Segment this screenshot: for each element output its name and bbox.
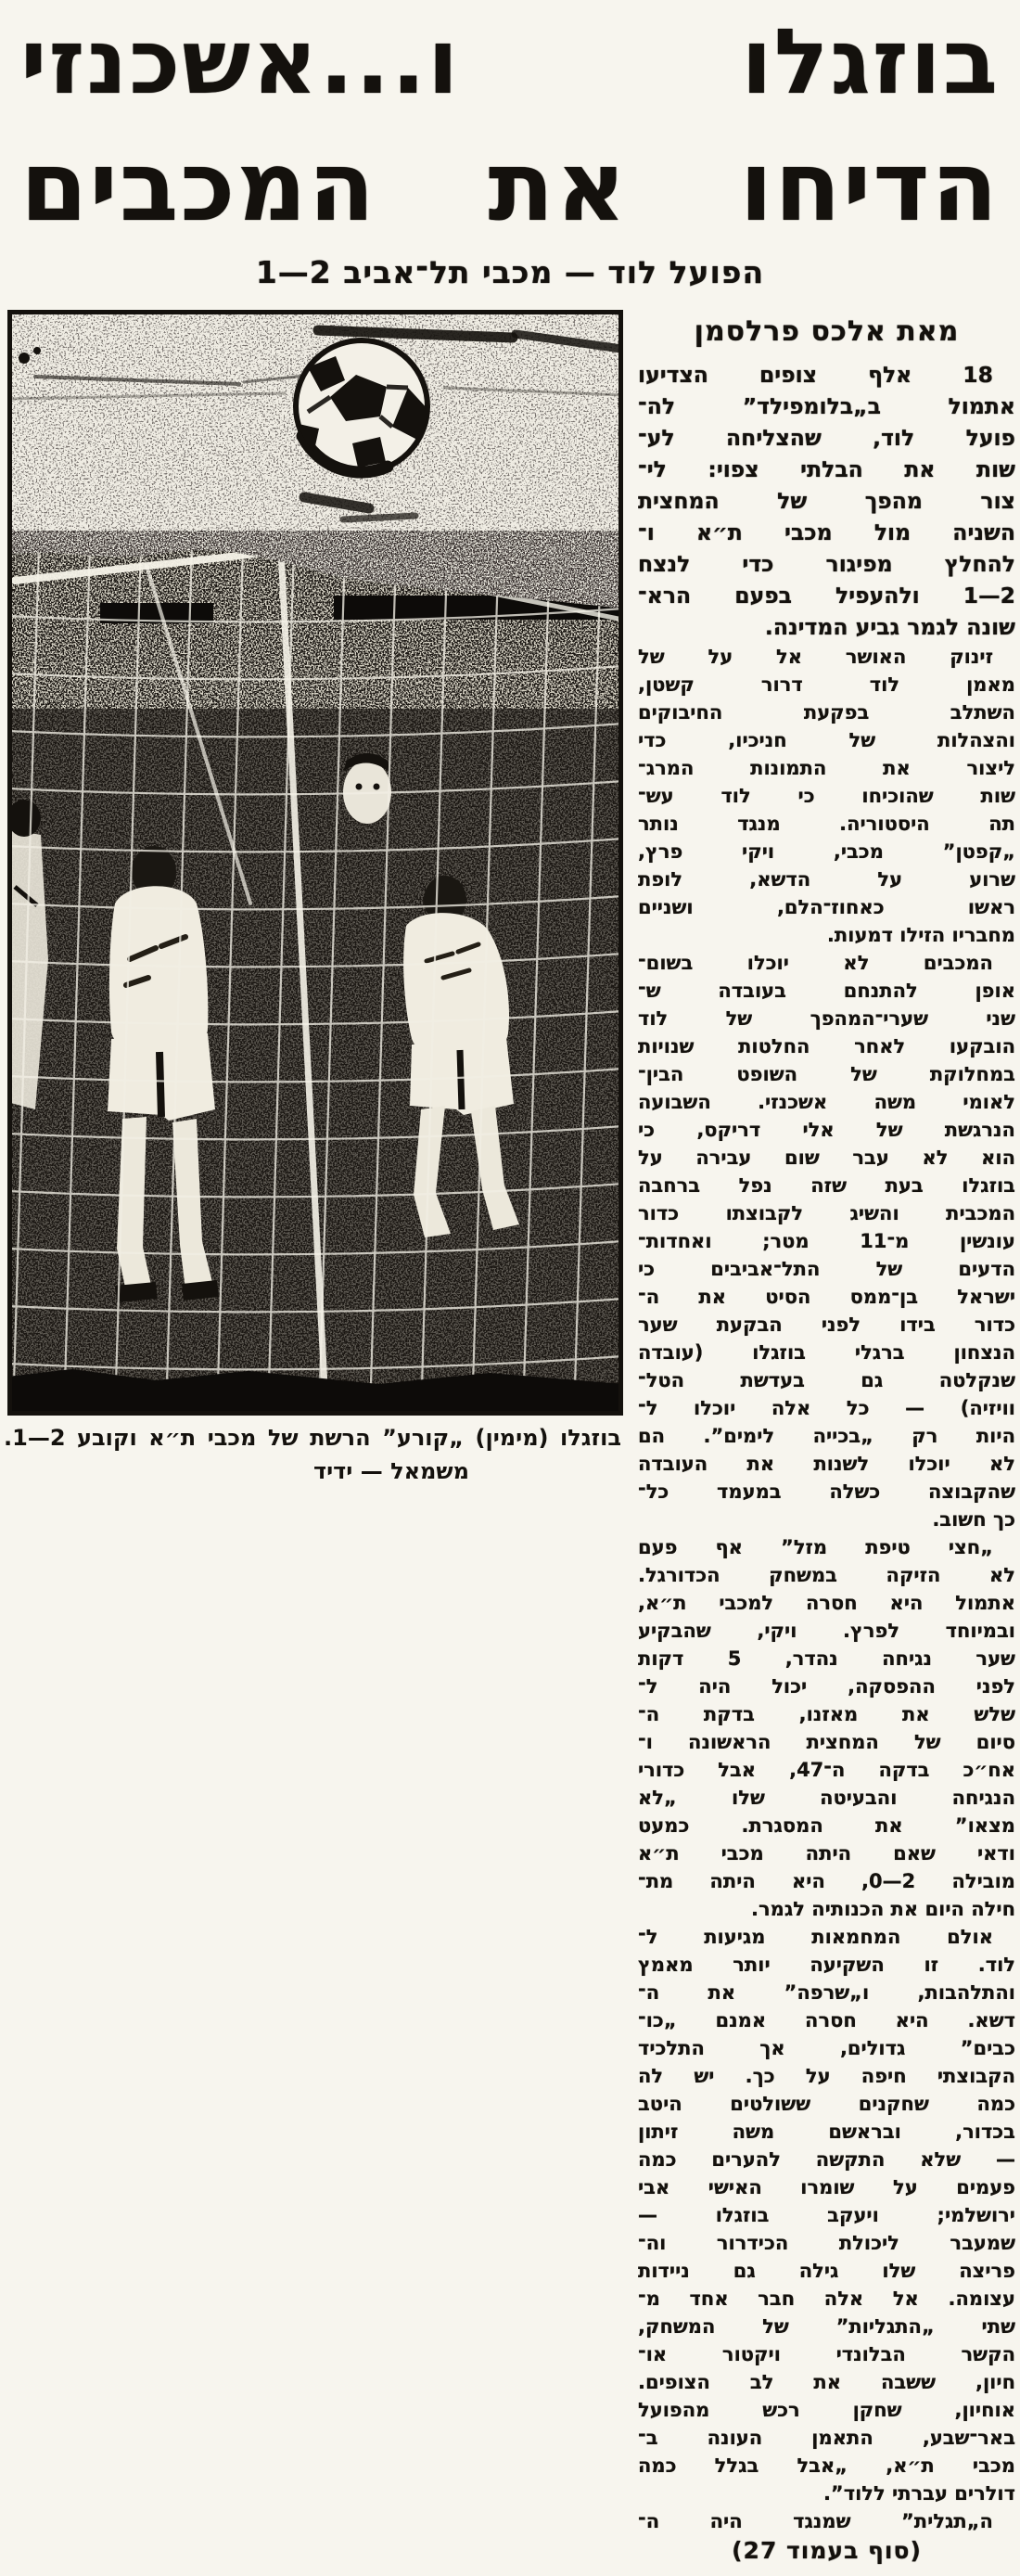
- article-line: השתלב בפקעת החיבוקים: [638, 701, 1015, 724]
- continuation-note: (סוף בעמוד 27): [732, 2537, 922, 2564]
- article-line: המכבית והשיג לקבוצתו כדור: [638, 1202, 1015, 1224]
- article-line: מצאו” את המסגרת. כמעט: [638, 1814, 1015, 1837]
- article-line: 2—1 ולהעפיל בפעם הרא־: [638, 583, 1015, 609]
- article-line: באר־שבע, התאמן העונה ב־: [638, 2427, 1015, 2449]
- article-line: אוחיון, שחקן רכש מהפועל: [638, 2399, 1015, 2421]
- article-paragraph: [638, 1533, 1015, 1923]
- article-line: בוזגלו בעת שזה נפל ברחבה: [638, 1174, 1015, 1197]
- article-line: צור מהפך של המחצית: [638, 488, 1015, 514]
- article-line: ירושלמי; ויעקב בוזגלו —: [638, 2204, 1015, 2226]
- article-line: הנצחון ברגלי בוזגלו (עובדה: [638, 1341, 1015, 1364]
- match-photo: [7, 310, 623, 1416]
- article-line: דשא. היא חסרה אמנם „כו־: [638, 2009, 1015, 2031]
- article-line: כמה שחקנים ששולטים היטב: [638, 2093, 1015, 2115]
- article-paragraph: [638, 1923, 1015, 2507]
- article-line: חיון, ששבה את לב הצופים.: [638, 2371, 1015, 2393]
- masthead: [0, 0, 1020, 290]
- photo-caption: [0, 1423, 625, 1486]
- article-line: הובקעו לאחר החלטות שנויות: [638, 1035, 1015, 1057]
- article-line: הוא לא עבר שום עבירה על: [638, 1147, 1015, 1169]
- article-line: עצומה. אל אלה חבר אחד מ־: [638, 2288, 1015, 2310]
- article-line: מובילה 2—0, היא היתה מת־: [638, 1870, 1015, 1892]
- article-line: עונשין מ־11 מטר; ואחדות־: [638, 1230, 1015, 1252]
- article-paragraph: [638, 2507, 1015, 2535]
- article-line: שמעבר ליכולת הכידרור וה־: [638, 2232, 1015, 2254]
- article-line: הקשר הבלונדי ויקטור או־: [638, 2343, 1015, 2365]
- article-line: הקבוצתי חיפה על כך. יש לה: [638, 2065, 1015, 2087]
- article-line: ודאי שאם היתה מכבי ת״א: [638, 1842, 1015, 1865]
- article-line: לא יוכלו לשנות את העובדה: [638, 1453, 1015, 1475]
- article-line: המכבים לא יוכלו בשום־: [638, 952, 993, 974]
- article-line: וויזיה) — כל אלה יוכלו ל־: [638, 1397, 1015, 1419]
- article-line: הנגיחה והבעיטה שלו „לא: [638, 1787, 1015, 1809]
- article-line: — שלא התקשה להערים כמה: [638, 2148, 1015, 2171]
- article-line: כך חשוב.: [932, 1508, 1015, 1531]
- article-line: חילה היום את הכנותיה לגמר.: [751, 1898, 1015, 1920]
- article-line: מכבי ת״א, „אבל בגלל כמה: [638, 2454, 1015, 2477]
- article-line: שער נגיחה נהדר, 5 דקות: [638, 1647, 1015, 1670]
- headline-line-1: בוזגלו ו...אשכנזי: [20, 9, 1000, 114]
- article-line: והתלהבות, ו„שרפה” את ה־: [638, 1981, 1015, 2004]
- article-line: שרוע על הדשא, לופת: [638, 868, 1015, 891]
- article-line: השניה מול מכבי ת״א ו־: [638, 519, 1015, 545]
- article-line: מחבריו הזילו דמעות.: [826, 924, 1015, 946]
- article-paragraph: [638, 949, 1015, 1533]
- article-byline: מאת אלכס פרלסמן: [694, 315, 960, 348]
- article-line: במחלוקת של השופט הבין־: [638, 1063, 1015, 1085]
- article-line: אח״כ בדקה ה־47, אבל כדורי: [638, 1759, 1015, 1781]
- article-line: זינוק האושר אל על של: [638, 646, 993, 668]
- article-line: היות רק „בכייה לימים”. הם: [638, 1425, 1015, 1447]
- article-line: לפני ההפסקה, יכול היה ל־: [638, 1675, 1015, 1698]
- article-line: ובמיוחד לפרץ. ויקי, שהבקיע: [638, 1620, 1015, 1642]
- article-line: כדור בידו לפני הבקעת שער: [638, 1314, 1015, 1336]
- article-line: הנרגשת של אלי דריקס, כי: [638, 1119, 1015, 1141]
- article-line: ישראל בן־ממס הסיט את ה־: [638, 1286, 1015, 1308]
- subheadline: הפועל לוד — מכבי תל־אביב 2—1: [255, 254, 765, 290]
- article-line: שות שהוכיחו כי לוד עש־: [638, 785, 1015, 807]
- article-line: ה„תגלית” שמנגד היה ה־: [638, 2510, 993, 2532]
- article-line: פריצה שלו גילה גם ניידות: [638, 2260, 1015, 2282]
- photo-caption-line-2: משמאל — ידיד: [313, 1458, 469, 1484]
- article-line: תה היסטוריה. מנגד נותר: [638, 813, 1015, 835]
- article-paragraph: [638, 359, 1015, 643]
- article-line: דולרים עברתי ללוד”.: [822, 2482, 1015, 2505]
- article-line: הדעים של התל־אביבים כי: [638, 1258, 1015, 1280]
- article-line: אופן להתנחם בעובדה ש־: [638, 980, 1015, 1002]
- spectator-face: [343, 753, 391, 824]
- article-line: פעמים על שומרו האישי אבי: [638, 2176, 1015, 2198]
- article-line: כבים” גדולים, אך התלכיד: [638, 2037, 1015, 2059]
- article-line: שות את הבלתי צפוי: לי־: [638, 456, 1015, 482]
- article-body: [638, 359, 1015, 2535]
- article-line: סיום של המחצית הראשונה ו־: [638, 1731, 1015, 1753]
- article-line: אתמול היא חסרה למכבי ת״א,: [638, 1592, 1015, 1614]
- article-line: לא הזיקה במשחק הכדורגל.: [638, 1564, 1015, 1586]
- article-line: אתמול ב„בלומפילד” לה־: [638, 393, 1015, 419]
- article-line: ליצור את התמונות המרג־: [638, 757, 1015, 779]
- article-line: שתי „התגליות” של המשחק,: [638, 2315, 1015, 2338]
- article-line: והצהלות של חניכיו, כדי: [638, 729, 1015, 751]
- article-line: לאומי משה אשכנזי. השבועה: [638, 1091, 1015, 1113]
- article-line: 18 אלף צופים הצדיעו: [638, 362, 993, 388]
- article-line: לוד. זו השקיעה יותר מאמץ: [638, 1954, 1015, 1976]
- article-line: מאמן לוד דרור קשטן,: [638, 673, 1015, 696]
- article-line: פועל לוד, שהצליחה לע־: [638, 425, 1015, 451]
- article-line: שנקלטה גם בעדשת הטל־: [638, 1369, 1015, 1391]
- article-line: „חצי טיפת מזל” אף פעם: [638, 1536, 993, 1558]
- article-line: בכדור, ובראשם משה זיתון: [638, 2121, 1015, 2143]
- article-line: שונה לגמר גביע המדינה.: [764, 614, 1015, 640]
- headline-line-2: הדיחו את המכבים: [20, 130, 1000, 243]
- article-line: שהקבוצה כשלה במעמד כל־: [638, 1480, 1015, 1503]
- article-line: „קפטן” מכבי, ויקי פרץ,: [638, 840, 1015, 863]
- article-paragraph: [638, 643, 1015, 949]
- article-line: ראשו כאחוז־הלם, ושניים: [638, 896, 1015, 918]
- article-line: שלש את מאזנו, בדקת ה־: [638, 1703, 1015, 1725]
- article-line: אולם המחמאות מגיעות ל־: [638, 1926, 993, 1948]
- photo-caption-line-1: בוזגלו (מימין) „קורע” הרשת של מכבי ת״א וקובע 2—1.: [4, 1425, 621, 1451]
- article-column: [638, 315, 1015, 2564]
- article-line: להחלץ מפיגור כדי לנצח: [638, 551, 1015, 577]
- article-line: שני שערי־המהפך של לוד: [638, 1007, 1015, 1030]
